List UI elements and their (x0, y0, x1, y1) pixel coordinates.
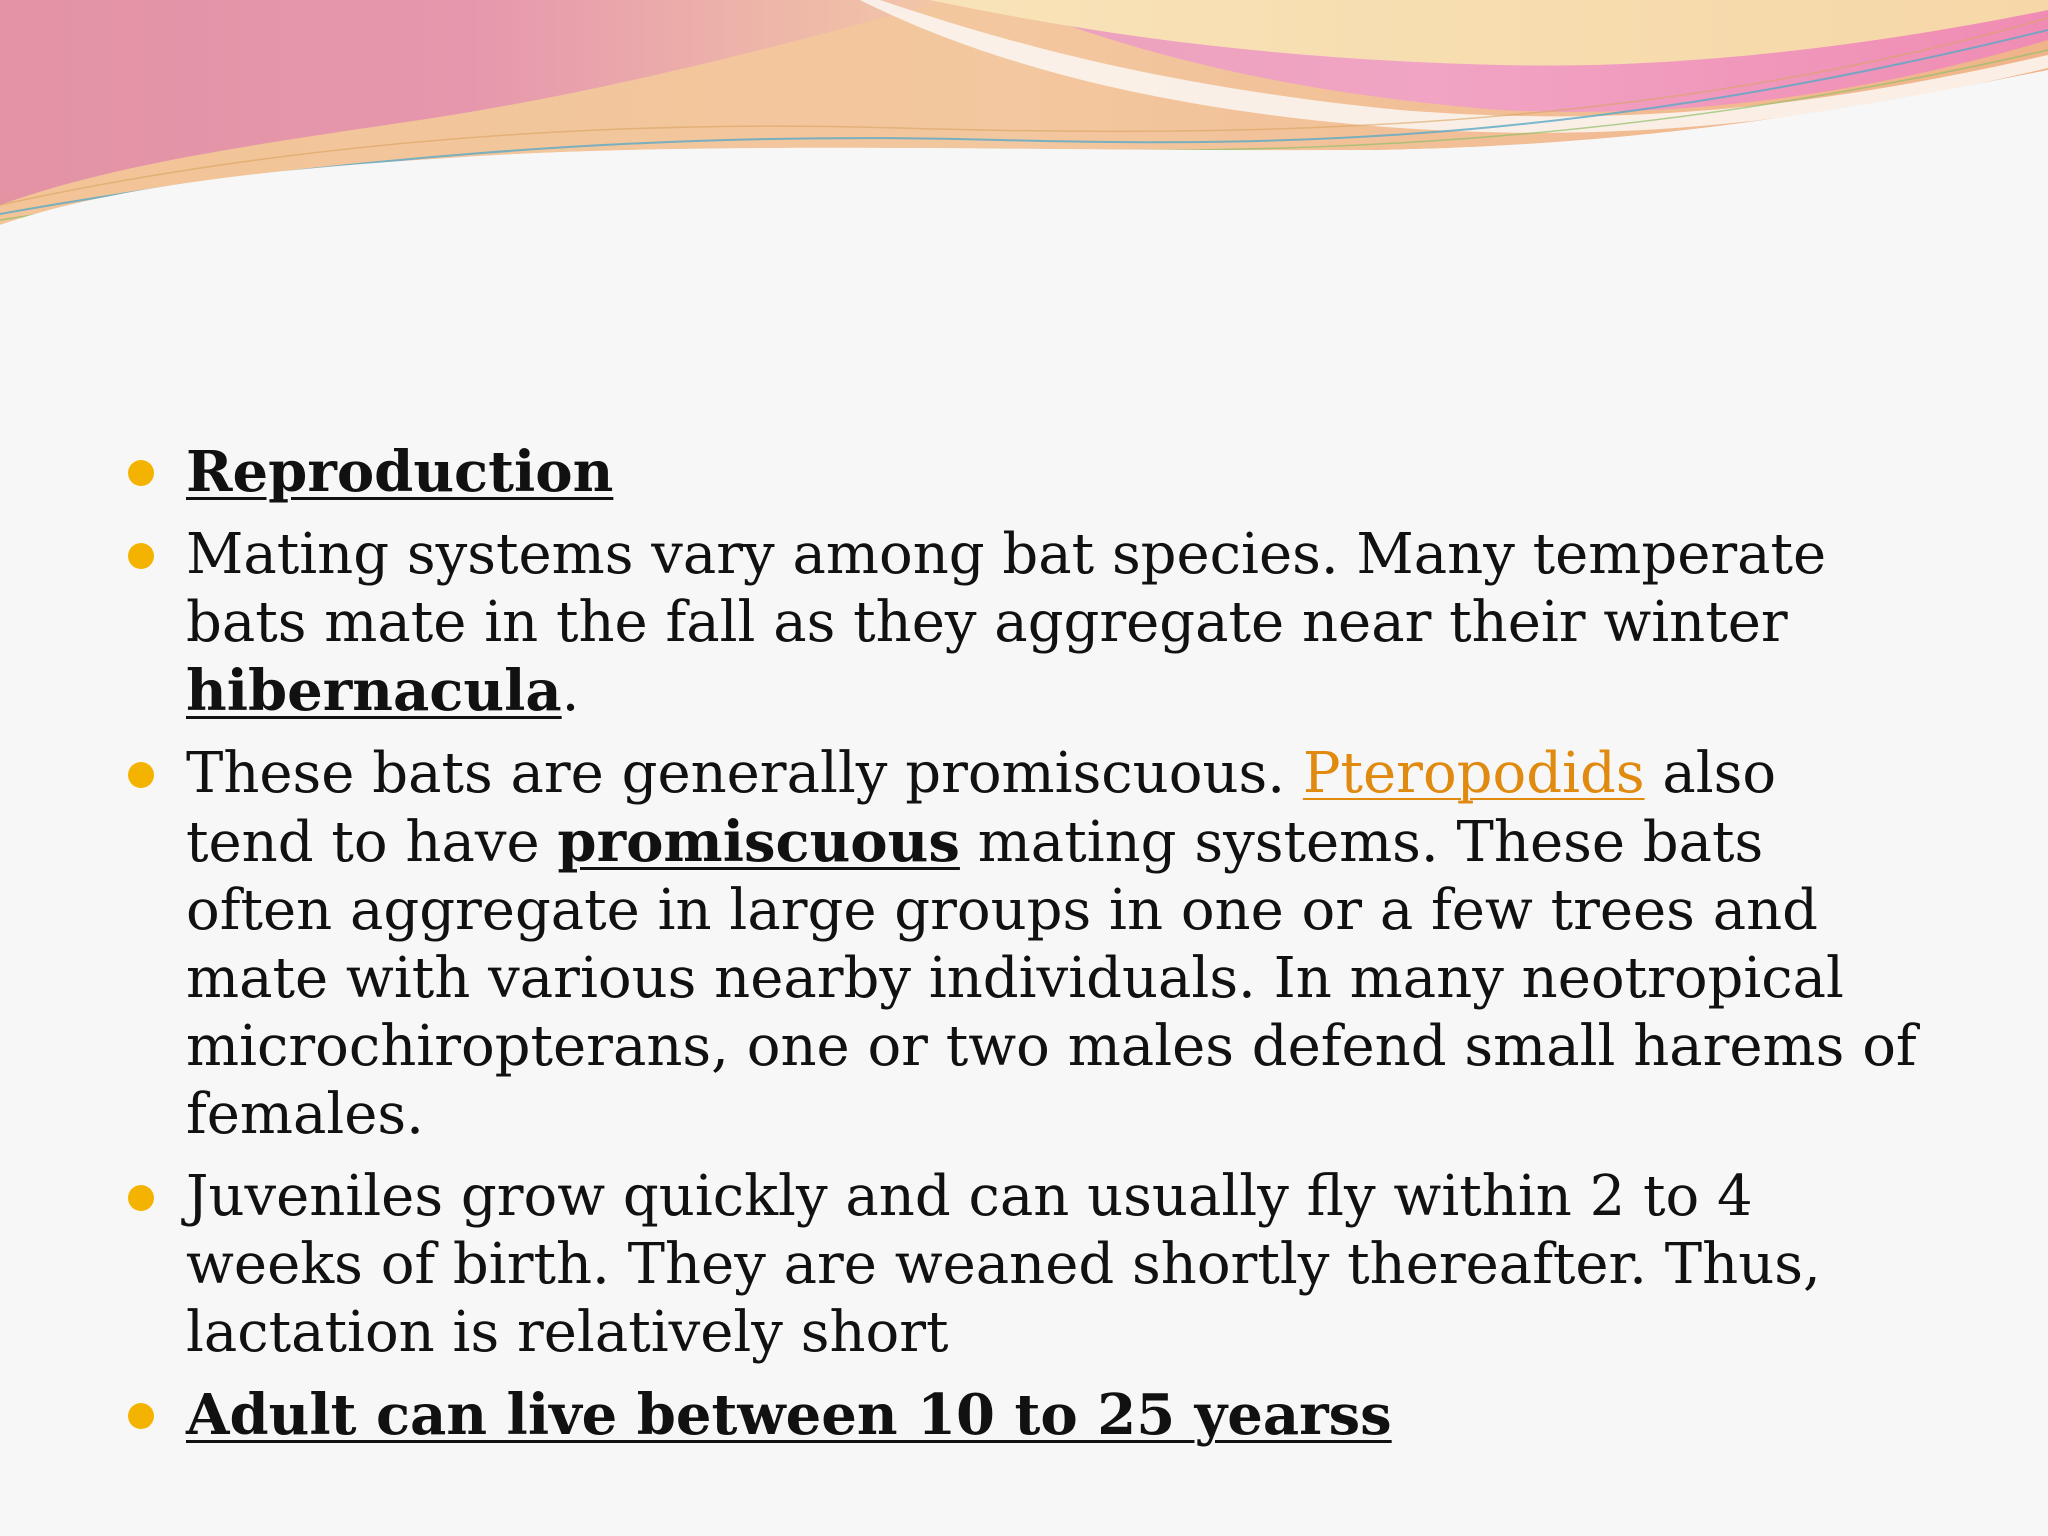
bullet-item-promiscuous (120, 740, 1920, 1149)
bullet-dot-icon (128, 1403, 154, 1429)
section-heading: Reproduction (186, 439, 614, 505)
bullet-item-reproduction (120, 438, 1920, 507)
lifespan-heading: Adult can live between 10 to 25 yearss (186, 1382, 1392, 1448)
bullet-dot-icon (128, 762, 154, 788)
bullet-item-juveniles (120, 1163, 1920, 1367)
bullet-list (120, 438, 1920, 1450)
bullet-item-mating-systems (120, 521, 1920, 726)
bullet-item-lifespan (120, 1381, 1920, 1450)
bullet-text: also tend to have (186, 741, 1777, 875)
bullet-dot-icon (128, 1185, 154, 1211)
bullet-dot-icon (128, 543, 154, 569)
bullet-dot-icon (128, 460, 154, 486)
bullet-text: Mating systems vary among bat species. Many temperate bats mate in the fall as they aggregate near their winter (186, 522, 1827, 655)
pteropodids-link[interactable]: Pteropodids (1302, 741, 1645, 806)
decorative-wave-banner (0, 0, 2048, 240)
bullet-text-end: . (561, 659, 580, 724)
bullet-list-container (120, 438, 1920, 1464)
bullet-text: mating systems. These bats often aggregate in large groups in one or a few trees and mate with various nearby individuals. In many neotropical microchiropterans, one or two males defend small harems of females. (186, 810, 1917, 1147)
bullet-text: Juveniles grow quickly and can usually fly within 2 to 4 weeks of birth. They are weaned shortly thereafter. Thus, lactation is relatively short (186, 1164, 1821, 1365)
bold-term-promiscuous: promiscuous (557, 809, 960, 875)
bullet-text: These bats are generally promiscuous. (186, 741, 1303, 806)
bold-term-hibernacula: hibernacula (186, 658, 562, 724)
